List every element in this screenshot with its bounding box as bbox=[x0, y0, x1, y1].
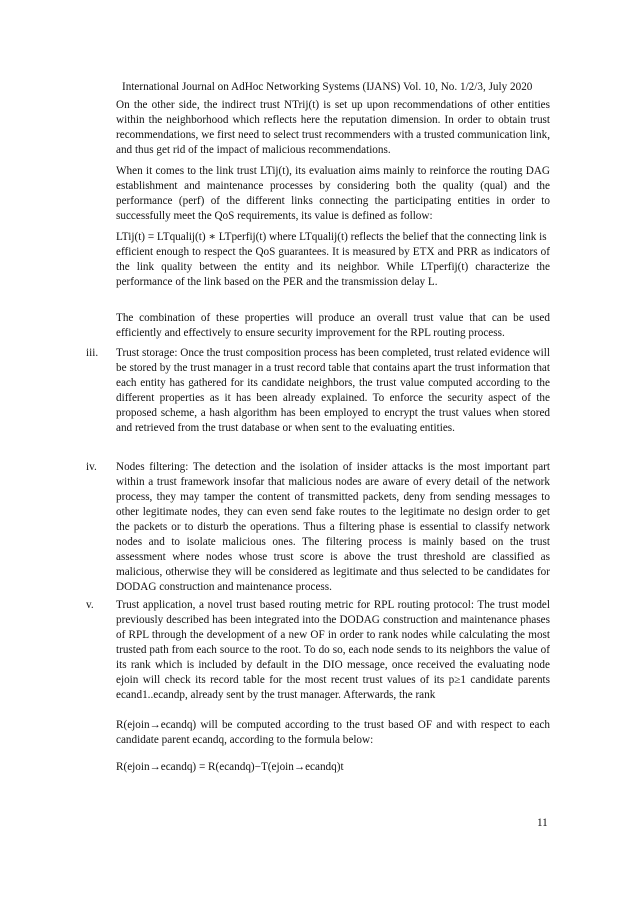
indirect-trust-text: On the other side, the indirect trust NTrij(t) is set up upon recommendations of other entities within the neighborhood which reflects here the reputation dimension. In order to obtain trust recommendations, we first need to select trust recommenders with a trusted communication link, and thus get rid of the impact of malicious recommendations. bbox=[116, 99, 550, 156]
link-trust-formula-line: LTij(t) = LTqualij(t) ∗ LTperfij(t) where LTqualij(t) reflects the belief that the connecting link is bbox=[116, 231, 547, 243]
journal-header: International Journal on AdHoc Networking Systems (IJANS) Vol. 10, No. 1/2/3, July 2020 bbox=[122, 81, 533, 93]
rank-formula bbox=[116, 760, 550, 775]
list-item-number: v. bbox=[86, 599, 94, 611]
list-item-text: Trust storage: Once the trust composition process has been completed, trust related evidence will be stored by the trust manager in a trust record table that contains apart the trust information that each entity has gathered for its candidate neighbors, the trust value computed according to the different properties as it has been already explained. To enforce the security aspect of the proposed scheme, a hash algorithm has been employed to encrypt the trust values when stored and retrieved from the trust database or when sent to the evaluating entities. bbox=[116, 347, 550, 434]
rank-formula-text: R(ejoin→ecandq) = R(ecandq)−T(ejoin→ecandq)t bbox=[116, 761, 344, 773]
list-item-trust-storage bbox=[116, 346, 550, 436]
list-item-text: Trust application, a novel trust based routing metric for RPL routing protocol: The trust model previously described has been integrated into the DODAG construction and maintenance phases of RPL through the development of a new OF in order to rank nodes while calculating the most trusted path from each source to the root. To do so, each node sends to its neighbors the value of its rank which is included by default in the DIO message, once received the evaluating node ejoin will check its record table for the most recent trust values of its p≥1 candidate parents ecand1..ecandp, already sent by the trust manager. Afterwards, the rank bbox=[116, 599, 550, 701]
rank-text: R(ejoin→ecandq) will be computed according to the trust based OF and with respect to each candidate parent ecandq, according to the formula below: bbox=[116, 719, 550, 746]
list-item-nodes-filtering bbox=[116, 460, 550, 595]
list-item-number: iii. bbox=[86, 347, 99, 359]
list-item-trust-application bbox=[116, 598, 550, 703]
list-item-number: iv. bbox=[86, 461, 97, 473]
rank-paragraph bbox=[116, 718, 550, 748]
link-trust-formula-continuation: efficient enough to respect the QoS guarantees. It is measured by ETX and PRR as indicators of the link quality between the entity and its neighbor. While LTperfij(t) characterize the performance of the link based on the PER and the transmission delay L. bbox=[116, 246, 550, 288]
link-trust-text: When it comes to the link trust LTij(t), its evaluation aims mainly to reinforce the routing DAG establishment and maintenance processes by considering both the quality (qual) and the performance (perf) of the different links connecting the participating entities in order to successfully meet the QoS requirements, its value is defined as follow: bbox=[116, 165, 550, 222]
list-item-text: Nodes filtering: The detection and the isolation of insider attacks is the most important part within a trust framework insofar that malicious nodes are aware of every detail of the network process, they may tamper the content of transmitted packets, deny from sending messages to other legitimate nodes, they can even send fake routes to the legitimate no design order to get the packets or to disturb the operations. Thus a filtering phase is essential to classify network nodes and to isolate malicious ones. The filtering process is mainly based on the trust assessment where nodes whose trust score is above the trust threshold are classified as malicious, otherwise they will be considered as legitimate and thus selected to be candidates for DODAG construction and maintenance process. bbox=[116, 461, 550, 593]
combination-text: The combination of these properties will produce an overall trust value that can be used efficiently and effectively to ensure security improvement for the RPL routing process. bbox=[116, 312, 550, 339]
link-trust-paragraph bbox=[116, 164, 550, 224]
page-number: 11 bbox=[537, 817, 548, 829]
link-trust-formula-paragraph bbox=[116, 230, 550, 290]
combination-paragraph bbox=[116, 311, 550, 341]
indirect-trust-paragraph bbox=[116, 98, 550, 158]
